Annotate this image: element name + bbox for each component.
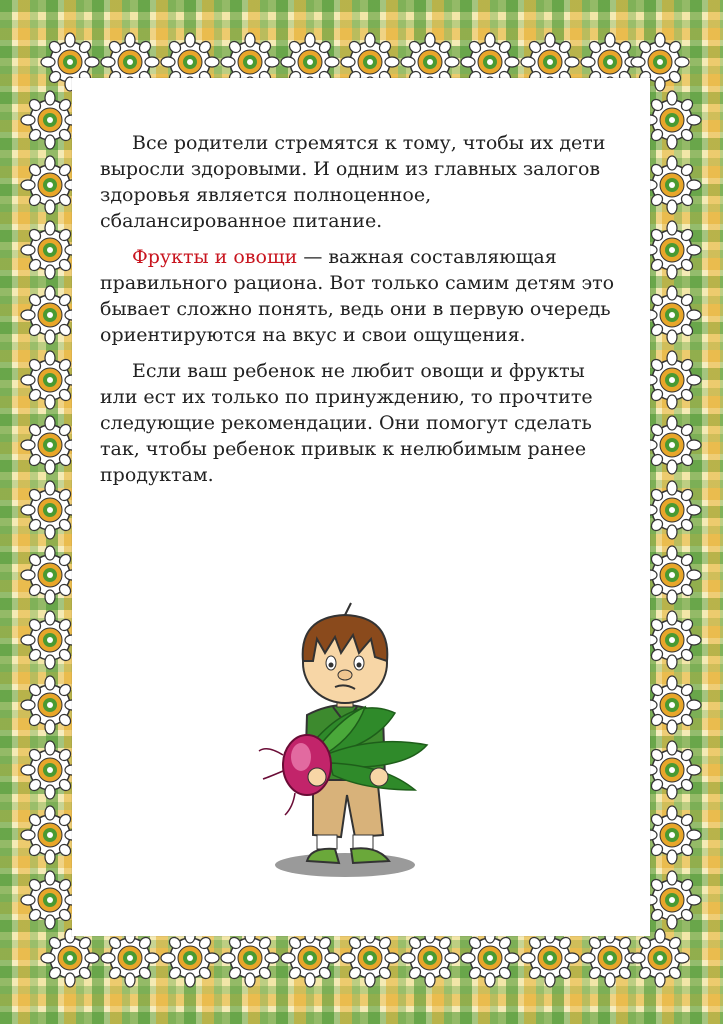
- paragraph-1: Все родители стремятся к тому, чтобы их дети выросли здоровыми. И одним из главных залогов здоровья является полноценное, сбалансированное питание.: [100, 132, 606, 232]
- highlight-fruits-vegetables: Фрукты и овощи: [132, 246, 298, 268]
- paragraph-2-rest: — важная составляющая правильного рациона. Вот только самим детям это бывает сложно понять, ведь они в первую очередь ориентируются на вкус и свои ощущения.: [100, 246, 615, 346]
- article-text: [100, 130, 620, 498]
- paragraph-3: Если ваш ребенок не любит овощи и фрукты или ест их только по принуждению, то прочтите следующие рекомендации. Они помогут сделать так, чтобы ребенок привык к нелюбимым ранее продуктам.: [100, 360, 593, 486]
- paragraph-2: [100, 244, 620, 348]
- boy-holding-beet-icon: [255, 595, 435, 885]
